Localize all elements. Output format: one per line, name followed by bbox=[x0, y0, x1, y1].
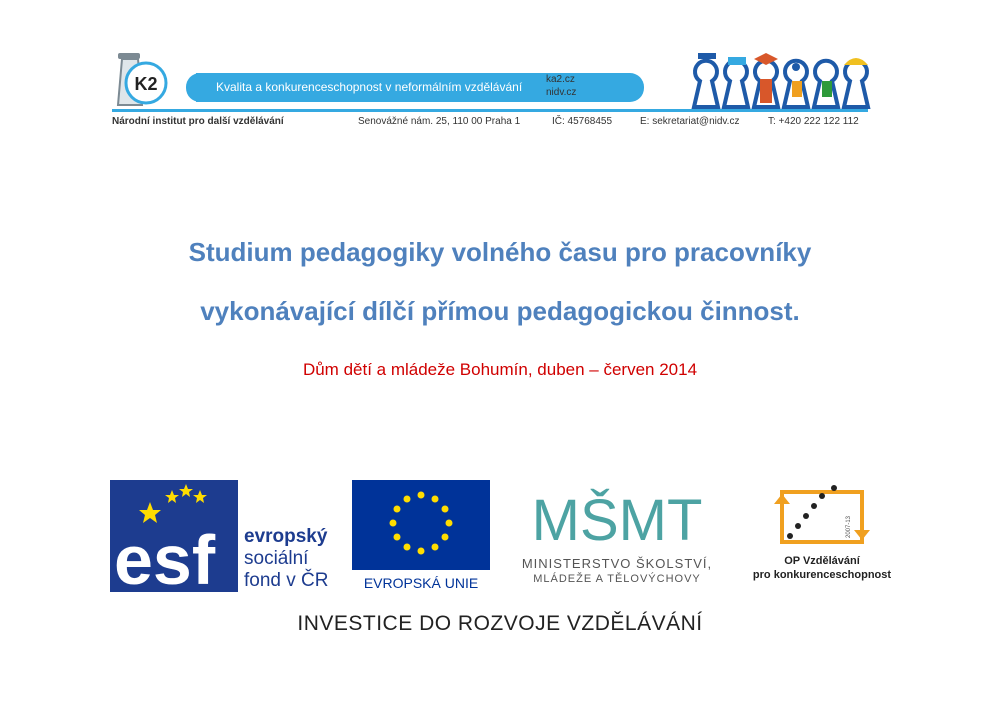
eu-text: EVROPSKÁ UNIE bbox=[363, 575, 479, 591]
k2-logo bbox=[112, 51, 178, 111]
esf-text-2: sociální bbox=[244, 548, 309, 569]
esf-logo bbox=[110, 480, 346, 592]
institution-name: Národní institut pro další vzdělávání bbox=[112, 116, 284, 127]
msmt-text-1: MINISTERSTVO ŠKOLSTVÍ, bbox=[521, 556, 713, 571]
msmt-text-2: MLÁDEŽE A TĚLOVÝCHOVY bbox=[533, 573, 701, 585]
header-banner bbox=[112, 45, 872, 135]
op-text-2: pro konkurenceschopnost bbox=[752, 569, 892, 581]
web-links bbox=[546, 73, 576, 99]
subtitle: Dům dětí a mládeže Bohumín, duben – červen 2014 bbox=[302, 360, 698, 379]
link-ka2[interactable]: ka2.cz bbox=[546, 74, 575, 85]
title-line-2: vykonávající dílčí přímou pedagogickou činnost. bbox=[200, 296, 800, 326]
op-vertical-text: 2007-13 bbox=[846, 515, 852, 538]
header-divider bbox=[112, 109, 868, 112]
phone: T: +420 222 122 112 bbox=[768, 116, 859, 127]
keyhole-figures-logo bbox=[690, 51, 872, 111]
k2-logo-text: K2 bbox=[134, 74, 158, 94]
email[interactable]: E: sekretariat@nidv.cz bbox=[640, 116, 740, 127]
slogan-text: Kvalita a konkurenceschopnost v neformálním vzdělávání bbox=[216, 80, 523, 94]
contact-line bbox=[112, 116, 868, 130]
esf-mark: esf bbox=[114, 521, 216, 592]
company-id: IČ: 45768455 bbox=[552, 116, 613, 127]
msmt-mark: MŠMT bbox=[531, 488, 703, 553]
op-vk-logo bbox=[742, 480, 902, 592]
esf-text-1: evropský bbox=[244, 526, 328, 547]
op-text-1: OP Vzdělávání bbox=[784, 555, 860, 567]
title-line-1: Studium pedagogiky volného času pro pracovníky bbox=[188, 237, 812, 267]
link-nidv[interactable]: nidv.cz bbox=[546, 87, 577, 98]
eu-logo bbox=[352, 480, 490, 592]
esf-text-3: fond v ČR bbox=[244, 570, 329, 591]
investment-slogan: INVESTICE DO ROZVOJE VZDĚLÁVÁNÍ bbox=[297, 612, 703, 635]
msmt-logo bbox=[500, 478, 734, 590]
address: Senovážné nám. 25, 110 00 Praha 1 bbox=[358, 116, 521, 127]
slogan-bar bbox=[196, 73, 644, 102]
